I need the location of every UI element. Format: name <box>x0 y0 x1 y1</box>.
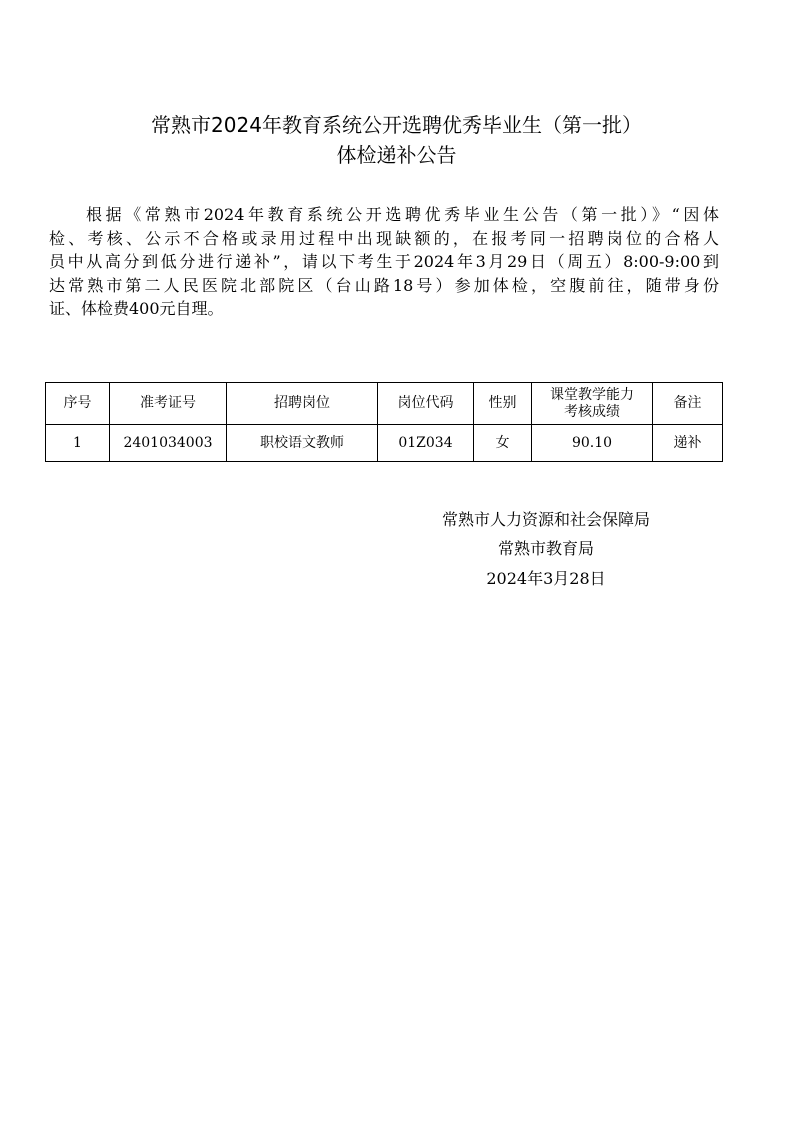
header-score <box>532 383 653 425</box>
cell-remark: 递补 <box>653 425 723 462</box>
signature-date: 2024年3月28日 <box>486 569 606 588</box>
cell-exam-number: 2401034003 <box>110 425 227 462</box>
header-score-line-2: 考核成绩 <box>564 403 620 420</box>
header-score-line-1: 课堂教学能力 <box>550 386 634 403</box>
header-position: 招聘岗位 <box>227 383 378 425</box>
cell-position: 职校语文教师 <box>227 425 378 462</box>
paragraph-line-3: 员中从高分到低分进行递补”，请以下考生于2024年3月29日（周五）8:00-9:00到 <box>49 252 719 271</box>
table-row <box>46 425 723 462</box>
table-header-row <box>46 383 723 425</box>
cell-position-code: 01Z034 <box>378 425 474 462</box>
paragraph-line-1: 根据《常熟市2024年教育系统公开选聘优秀毕业生公告（第一批）》“因体 <box>86 205 719 224</box>
cell-seq: 1 <box>46 425 110 462</box>
signature-org-education: 常熟市教育局 <box>497 539 594 558</box>
header-gender: 性别 <box>474 383 532 425</box>
header-position-code: 岗位代码 <box>378 383 474 425</box>
paragraph-line-4: 达常熟市第二人民医院北部院区（台山路18号）参加体检，空腹前往，随带身份 <box>49 275 719 295</box>
header-remark: 备注 <box>653 383 723 425</box>
cell-score: 90.10 <box>532 425 653 462</box>
paragraph-line-2: 检、考核、公示不合格或录用过程中出现缺额的，在报考同一招聘岗位的合格人 <box>49 228 719 248</box>
signature-org-hrss: 常熟市人力资源和社会保障局 <box>441 510 650 529</box>
document-title-line-1: 常熟市2024年教育系统公开选聘优秀毕业生（第一批） <box>151 113 642 137</box>
cell-gender: 女 <box>474 425 532 462</box>
announcement-paragraph <box>49 203 719 321</box>
candidate-table <box>45 382 723 462</box>
header-exam-number: 准考证号 <box>110 383 227 425</box>
header-seq: 序号 <box>46 383 110 425</box>
paragraph-line-5: 证、体检费400元自理。 <box>49 299 224 318</box>
document-title-line-2: 体检递补公告 <box>336 143 457 167</box>
